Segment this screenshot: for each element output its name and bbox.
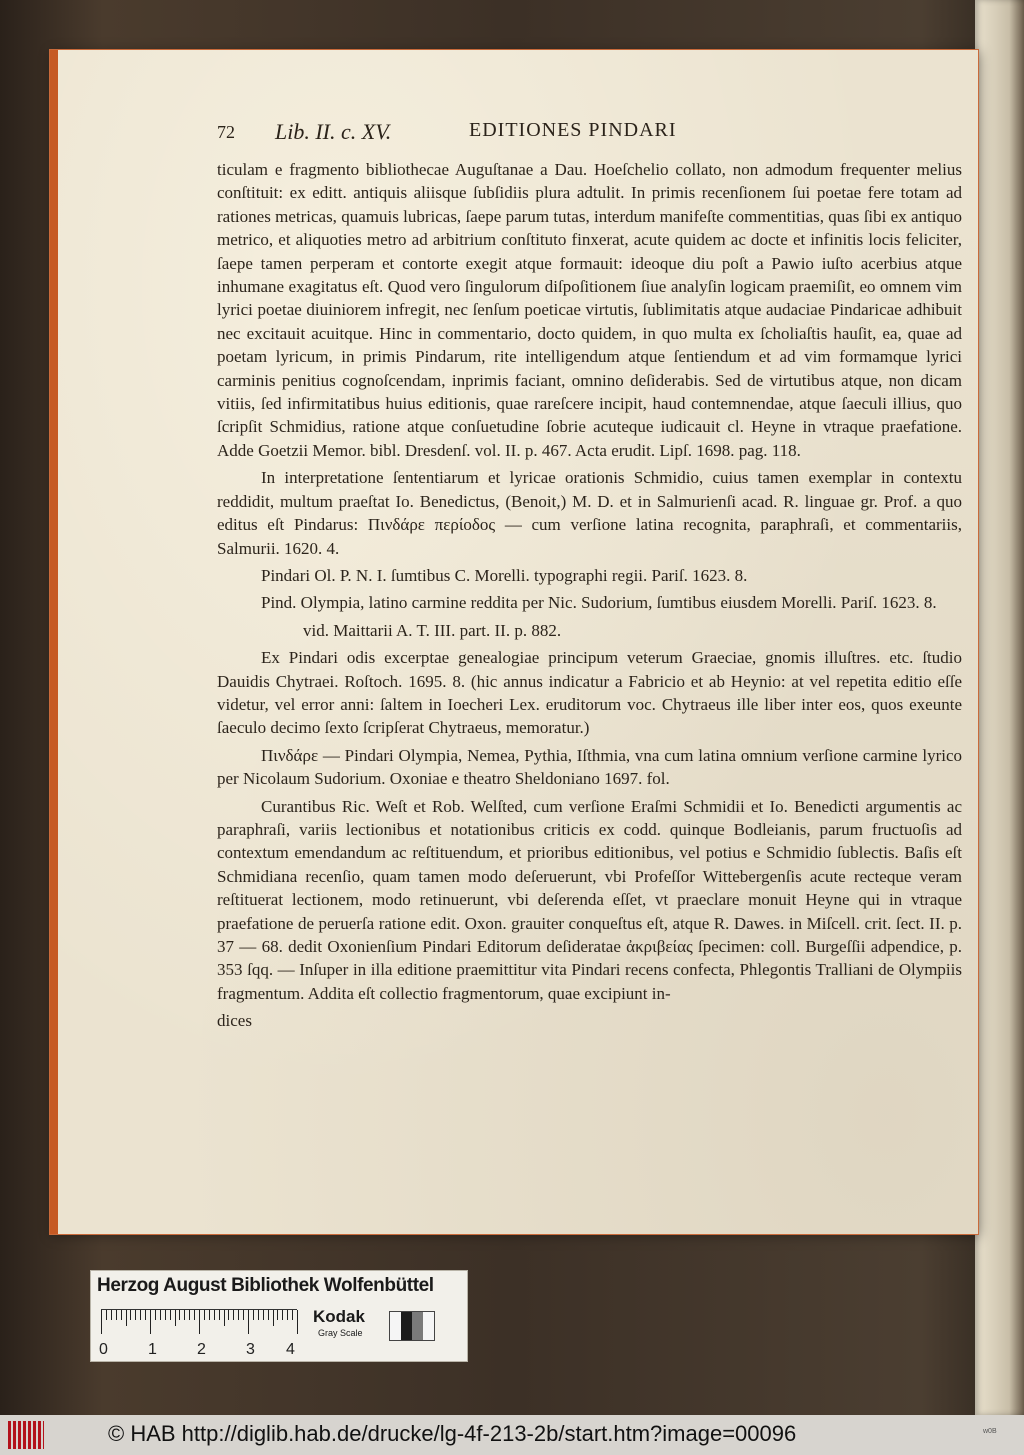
ruler-tick [292, 1310, 293, 1320]
scale-number: 1 [148, 1341, 157, 1358]
copyright-url[interactable]: © HAB http://diglib.hab.de/drucke/lg-4f-213-2b/start.htm?image=00096 [108, 1421, 797, 1446]
paragraph: Πινδάρε — Pindari Olympia, Nemea, Pythia, Iſthmia, vna cum latina omnium verſione carmine lyrico per Nicolaum Sudorium. Oxoniae e theatro Sheldoniano 1697. fol. [217, 745, 962, 789]
running-title: EDITIONES PINDARI [469, 119, 677, 141]
paragraph: Curantibus Ric. Weſt et Rob. Welſted, cum verſione Eraſmi Schmidii et Io. Benedicti argumentis ac paraphraſi, variis lectionibus et notationibus criticis ex codd. quinque Bodleianis, parum fructuoſis ad contextum emendandum ac reſtituendum, et prioribus editionibus, vel potius e Schmidio ſublectis. Baſis eſt Schmidiana recenſio, quam tamen modo deſeruerunt, vbi Profeſſor Wittebergenſis acute recteque veram reſtituerat lectionem, modo retinuerunt, vbi deſerenda eſſet, vt praeclare monuit Heyne qui in vtraque praefatione de peruerſa ratione edit. Oxon. grauiter conqueſtus eſt, atque R. Dawes. in Miſcell. crit. ſect. II. p. 37 — 68. dedit Oxonienſium Pindari Editorum deſideratae ἀκριβείας ſpecimen: coll. Burgeſſii adpendice, p. 353 ſqq. — Inſuper in illa editione praemittitur vita Pindari recens confecta, Phlegontis Tralliani de Olympiis fragmentum. Addita eſt collectio fragmentorum, quae excipiunt in- [217, 796, 962, 1003]
ruler-tick [155, 1310, 156, 1320]
ruler-tick [116, 1310, 117, 1320]
footer-bar [0, 1415, 1024, 1455]
grayscale-label: Gray Scale [318, 1328, 363, 1338]
scale-number: 2 [197, 1341, 206, 1358]
page-header [217, 116, 962, 150]
paragraph: ticulam e fragmento bibliothecae Auguſtanae a Dau. Hoeſchelio collato, non admodum frequenter melius conſtituit: ex editt. antiquis aliisque ſubſidiis plura adtulit. In primis recenſionem ſui poetae fere totam ad rationes metricas, quamuis lubricas, ſaepe parum tutas, interdum manifeſte commentitias, quas ſibi ex antiquo metrico, et aliquoties metro ad arbitrium conſtituto finxerat, acute quidem ac docte et infinitis locis feliciter, ſaepe tamen perperam et contorte exegit atque formauit: ideoque diu poſt a Pawio iuſto acerbius atque inhumane exagitatus eſt. Quod vero ſingulorum diſpoſitionem ſiue analyſin logicam praemiſit, eo omnem vim lyrici poetae diuiniorem infregit, nec ſenſum poeticae virtutis, ſublimitatis atque audaciae Pindaricae adhibuit nec excitauit acuitque. Hinc in commentario, docto quidem, in quo multa ex ſcholiaſtis hauſit, ea, quae ad poetam lyricum, in primis Pindarum, rite intelligendum atque ſentiendum et ad vim formamque lyrici carminis penitius cognoſcendam, inprimis faciant, omnino deſiderabis. Sed de virtutibus atque, non dicam vitiis, ſed infirmitatibus huius editionis, quae rareſcere incipit, haud contemnendae, atque ſaeculi illius, quo ſcripſit Schmidius, ratione atque conſuetudine ſobrie acuteque iudicauit cl. Heyne in vtraque praefatione. Adde Goetzii Memor. bibl. Dresdenſ. vol. II. p. 467. Acta erudit. Lipſ. 1698. pag. 118. [217, 160, 962, 460]
paragraph: Ex Pindari odis excerptae genealogiae principum veterum Graeciae, gnomis illuſtres. etc. ſtudio Dauidis Chytraei. Roſtoch. 1695. 8. (hic annus indicatur a Fabricio et ab Heynio: at vel repetita editio eſſe videtur, vel error anni: ſaltem in Ioecheri Lex. eruditorum voc. Chytraeus ille liber inter eos, quos exeunte ſaeculo decimo ſexto ſcripſerat Chytraeus, memoratur.) [217, 648, 962, 738]
catchword: dices [217, 1011, 252, 1031]
gray-patches [389, 1311, 435, 1341]
ruler-tick [209, 1310, 210, 1320]
scale-number: 0 [99, 1341, 108, 1358]
ruler-tick [170, 1310, 171, 1320]
ruler-tick [150, 1310, 151, 1334]
ruler-tick [189, 1310, 190, 1320]
ruler-tick [268, 1310, 269, 1320]
ruler-tick [126, 1310, 127, 1326]
ruler-tick [165, 1310, 166, 1320]
gray-patch [423, 1312, 434, 1340]
ruler-tick [238, 1310, 239, 1320]
ruler-tick [219, 1310, 220, 1320]
ruler-tick [111, 1310, 112, 1320]
ruler-tick [106, 1310, 107, 1320]
ruler-tick [204, 1310, 205, 1320]
ruler-tick [194, 1310, 195, 1320]
paragraph: Pind. Olympia, latino carmine reddita per Nic. Sudorium, ſumtibus eiusdem Morelli. Pariſ. 1623. 8. [261, 593, 937, 613]
ruler-tick [145, 1310, 146, 1320]
ruler-tick [160, 1310, 161, 1320]
ruler-tick [297, 1310, 298, 1334]
ruler-tick [248, 1310, 249, 1334]
ruler-tick [273, 1310, 274, 1326]
gray-patch [401, 1312, 412, 1340]
paragraph: Pindari Ol. P. N. I. ſumtibus C. Morelli. typographi regii. Pariſ. 1623. 8. [261, 565, 748, 585]
gray-patch [390, 1312, 401, 1340]
ruler-tick [228, 1310, 229, 1320]
body-text [217, 158, 962, 1037]
paragraph: In interpretatione ſententiarum et lyricae orationis Schmidio, cuius tamen exemplar in contextu reddidit, multum praeſtat Io. Benedictus, (Benoit,) M. D. et in Salmurienſi acad. R. linguae gr. Prof. a quo editus eſt Pindarus: Πινδάρε περίοδος — cum verſione latina recognita, paraphraſi, et commentariis, Salmurii. 1620. 4. [217, 468, 962, 558]
ruler-tick [214, 1310, 215, 1320]
page-number: 72 [217, 122, 235, 142]
adjacent-page-edge [975, 0, 1024, 1415]
ruler-tick [140, 1310, 141, 1320]
ruler-tick [258, 1310, 259, 1320]
ruler-tick [121, 1310, 122, 1320]
ruler-tick [101, 1310, 102, 1334]
ruler-tick [243, 1310, 244, 1320]
paragraph: vid. Maittarii A. T. III. part. II. p. 882. [303, 620, 562, 640]
scale-number: 4 [286, 1341, 295, 1358]
scale-ruler [101, 1309, 297, 1333]
ruler-tick [287, 1310, 288, 1320]
color-calibration-bar [90, 1270, 468, 1362]
ruler-tick [224, 1310, 225, 1326]
ruler-tick [277, 1310, 278, 1320]
ruler-tick [179, 1310, 180, 1320]
ruler-tick [282, 1310, 283, 1320]
ruler-tick [233, 1310, 234, 1320]
ruler-tick [199, 1310, 200, 1334]
scale-number: 3 [246, 1341, 255, 1358]
ruler-tick [253, 1310, 254, 1320]
page-id: w0B [983, 1428, 997, 1435]
library-name: Herzog August Bibliothek Wolfenbüttel [97, 1275, 434, 1296]
hab-logo-icon [8, 1421, 44, 1449]
ruler-tick [175, 1310, 176, 1326]
chapter-reference: Lib. II. c. XV. [275, 119, 392, 144]
ruler-tick [135, 1310, 136, 1320]
ruler-tick [184, 1310, 185, 1320]
gray-patch [412, 1312, 423, 1340]
ruler-tick [263, 1310, 264, 1320]
ruler-tick [130, 1310, 131, 1320]
kodak-label: Kodak [313, 1307, 365, 1326]
